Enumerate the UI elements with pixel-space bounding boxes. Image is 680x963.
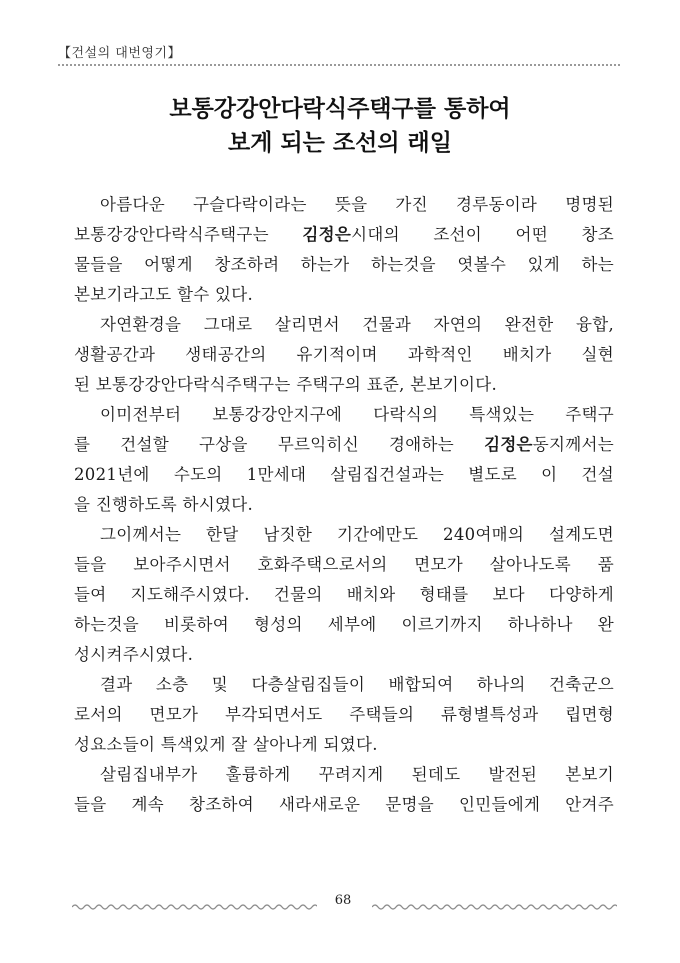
body-text-segment: 동지께서는 xyxy=(532,435,614,454)
body-line: 들을 계속 창조하여 새라새로운 문명을 인민들에게 안겨주 xyxy=(74,795,614,814)
body-line: 2021년에 수도의 1만세대 살림집건설과는 별도로 이 건설 xyxy=(74,465,614,484)
body-line: 자연환경을 그대로 살리면서 건물과 자연의 완전한 융합, xyxy=(100,315,614,334)
body-line: 생활공간과 생태공간의 유기적이며 과학적인 배치가 실현 xyxy=(74,345,614,364)
article-title xyxy=(40,92,640,160)
article-body xyxy=(74,190,614,820)
body-line xyxy=(74,430,614,460)
title-line-1: 보통강강안다락식주택구를 통하여 xyxy=(169,96,511,122)
body-line: 아름다운 구슬다락이라는 뜻을 가진 경루동이라 명명된 xyxy=(100,195,614,214)
body-text-segment: 를 건설할 구상을 무르익히신 경애하는 xyxy=(74,435,485,454)
title-line-2: 보게 되는 조선의 래일 xyxy=(228,130,452,156)
leader-name: 김정은 xyxy=(484,435,533,454)
body-line: 로서의 면모가 부각되면서도 주택들의 류형별특성과 립면형 xyxy=(74,705,614,724)
body-line: 이미전부터 보통강강안지구에 다락식의 특색있는 주택구 xyxy=(100,405,614,424)
body-line: 된 보통강강안다락식주택구는 주택구의 표준, 본보기이다. xyxy=(74,375,498,394)
body-text-segment: 보통강강안다락식주택구는 xyxy=(74,225,303,244)
body-line: 그이께서는 한달 남짓한 기간에만도 240여매의 설계도면 xyxy=(100,525,614,544)
leader-name: 김정은 xyxy=(302,225,352,244)
body-line xyxy=(74,220,614,250)
body-line: 들여 지도해주시였다. 건물의 배치와 형태를 보다 다양하게 xyxy=(74,585,614,604)
body-line: 살림집내부가 훌륭하게 꾸려지게 된데도 발전된 본보기 xyxy=(100,765,614,784)
footer-ornament-left xyxy=(72,903,317,911)
body-line: 하는것을 비롯하여 형성의 세부에 이르기까지 하나하나 완 xyxy=(74,615,614,634)
running-header: 【건설의 대번영기】 xyxy=(58,46,182,61)
page-number: 68 xyxy=(334,893,352,908)
body-line: 성요소들이 특색있게 잘 살아나게 되였다. xyxy=(74,735,378,754)
body-line: 본보기라고도 할수 있다. xyxy=(74,285,254,304)
body-line: 을 진행하도록 하시였다. xyxy=(74,495,254,514)
body-line: 성시켜주시였다. xyxy=(74,645,194,664)
body-line: 들을 보아주시면서 호화주택으로서의 면모가 살아나도록 품 xyxy=(74,555,614,574)
header-dotted-rule xyxy=(58,64,620,66)
body-text-segment: 시대의 조선이 어떤 창조 xyxy=(351,225,614,244)
body-line: 물들을 어떻게 창조하려 하는가 하는것을 엿볼수 있게 하는 xyxy=(74,255,614,274)
footer-ornament-right xyxy=(372,903,617,911)
body-line: 결과 소층 및 다층살림집들이 배합되여 하나의 건축군으 xyxy=(100,675,614,694)
